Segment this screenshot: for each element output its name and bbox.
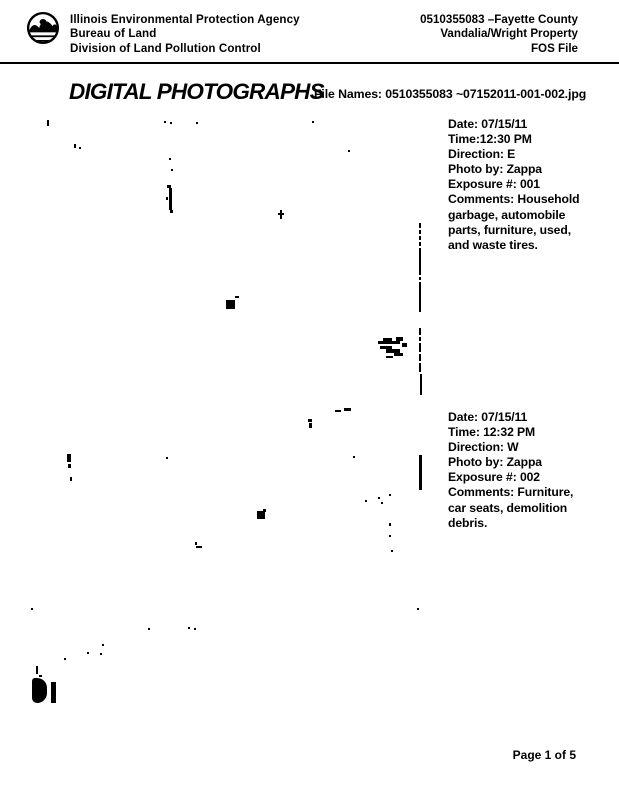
photo-2-date: Date: 07/15/11 <box>448 410 528 424</box>
photo-1-direction: Direction: E <box>448 147 516 162</box>
illinois-epa-seal-icon <box>26 11 60 45</box>
agency-address-block <box>70 13 300 56</box>
header-divider <box>0 62 619 64</box>
photo-1-photographer: Photo by: Zappa <box>448 162 542 177</box>
photo-2-annotation <box>448 410 584 531</box>
agency-line: Illinois Environmental Protection Agency <box>70 13 300 26</box>
photo-2-time: Time: 12:32 PM <box>448 425 536 440</box>
file-names-label: File Names: 0510355083 ~07152011-001-002.jpg <box>314 87 587 101</box>
page-number: Page 1 of 5 <box>512 748 576 762</box>
photo-2-direction: Direction: W <box>448 440 519 455</box>
case-number-line: 0510355083 –Fayette County <box>420 13 578 26</box>
photo-1-annotation <box>448 117 584 253</box>
property-line: Vandalia/Wright Property <box>440 27 578 41</box>
photo-1-date: Date: 07/15/11 <box>448 117 528 131</box>
photo-2-exposure: Exposure #: 002 <box>448 470 540 485</box>
photo-2-comments-line: car seats, demolition <box>448 500 568 515</box>
photo-1-comments-line: garbage, automobile <box>448 207 566 222</box>
photo-2-comments-line: Comments: Furniture, <box>448 485 574 500</box>
file-type-line: FOS File <box>530 41 578 55</box>
agency-line: Division of Land Pollution Control <box>70 41 261 55</box>
page-title: DIGITAL PHOTOGRAPHS <box>69 79 324 104</box>
photo-1-time: Time:12:30 PM <box>448 132 532 147</box>
agency-line: Bureau of Land <box>70 27 157 41</box>
photo-2-photographer: Photo by: Zappa <box>448 455 542 470</box>
case-info-block <box>420 13 578 56</box>
photo-1-exposure: Exposure #: 001 <box>448 177 540 192</box>
photo-1-comments-line: and waste tires. <box>448 237 538 252</box>
photo-1-comments-line: Comments: Household <box>448 192 580 207</box>
photo-1-comments-line: parts, furniture, used, <box>448 222 571 237</box>
photo-2-comments-line: debris. <box>448 515 488 530</box>
